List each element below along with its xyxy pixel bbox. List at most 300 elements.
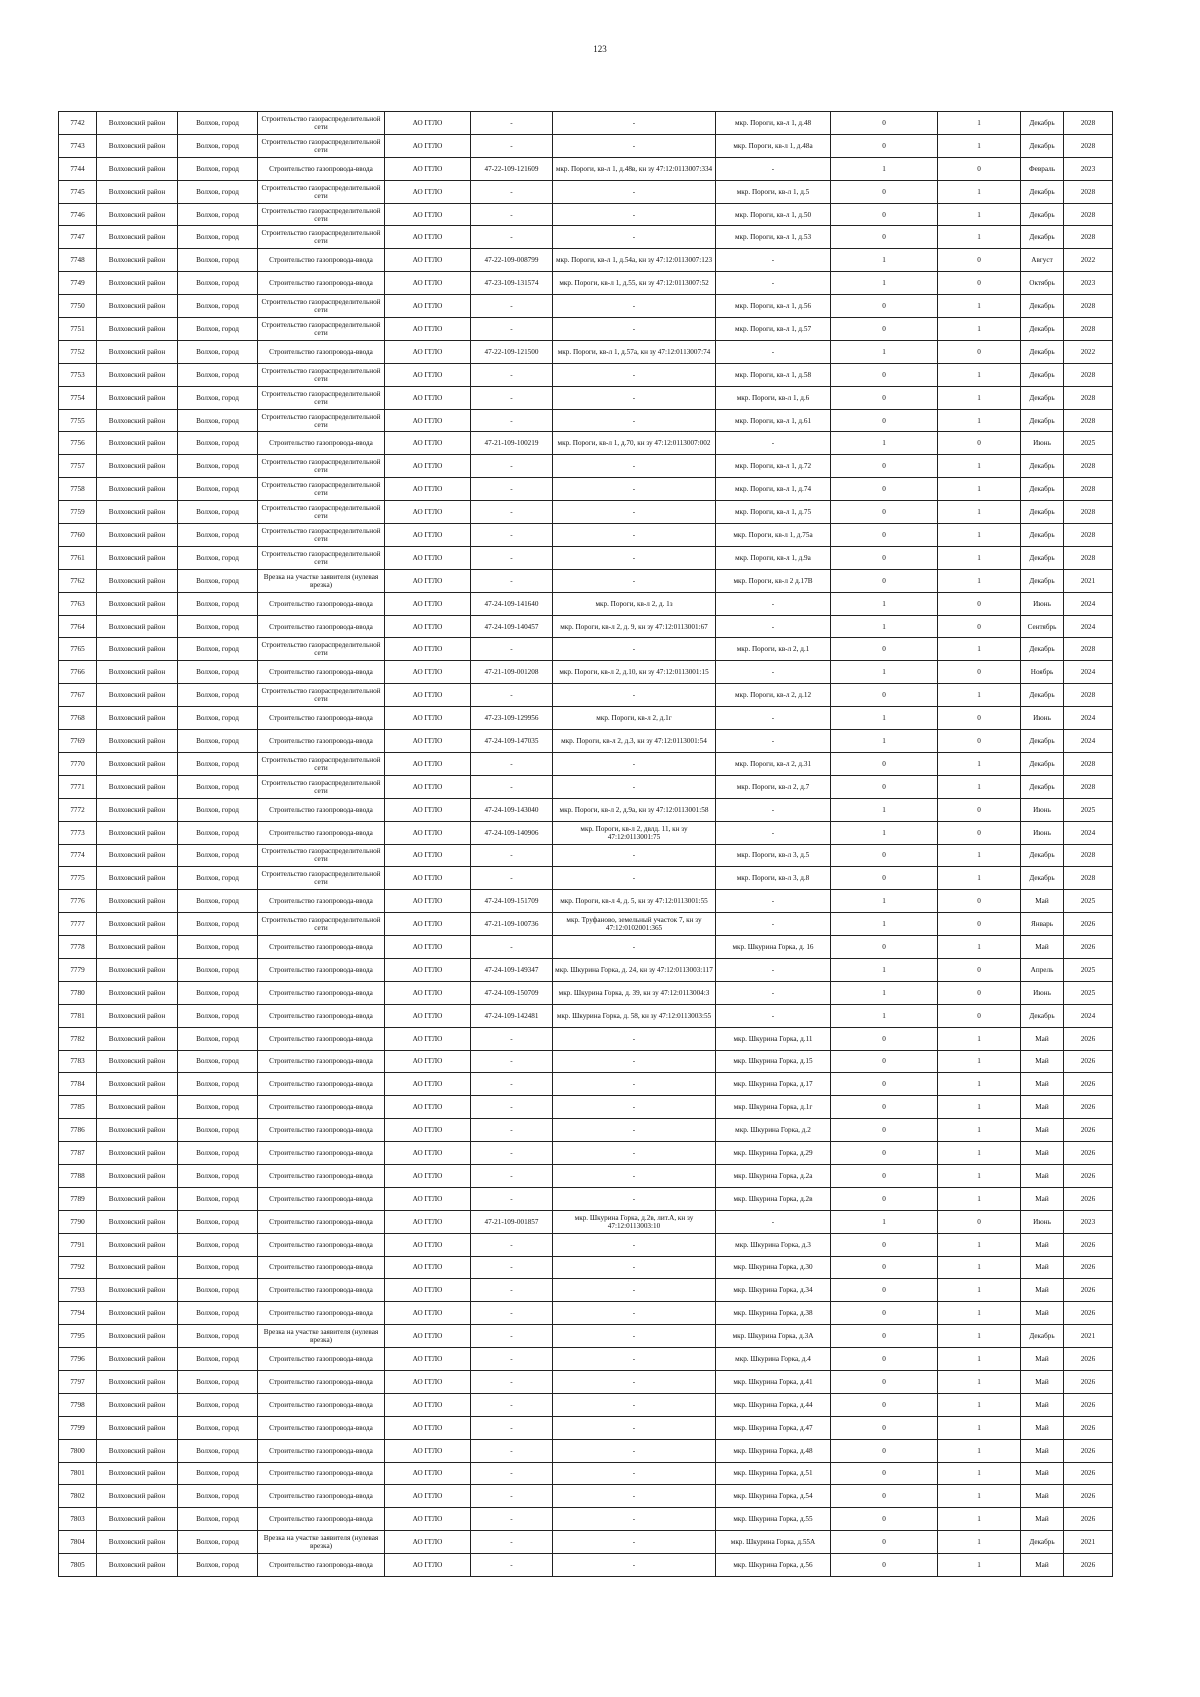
cell-address: мкр. Пороги, кв-л 1, д.50 [716,203,831,226]
cell-month: Май [1021,1027,1064,1050]
cell-year: 2026 [1064,1279,1113,1302]
cell-count-planned: 1 [938,318,1021,341]
cell-count-connected: 0 [831,1325,938,1348]
cell-work-type: Строительство газораспределительной сети [258,844,385,867]
cell-work-type: Строительство газопровода-ввода [258,1416,385,1439]
cell-address: мкр. Шкурина Горка, д.38 [716,1302,831,1325]
cell-application-number: 47-24-109-143040 [471,798,553,821]
table-row [59,524,1113,547]
cell-settlement: Волхов, город [178,272,258,295]
table-row [59,1531,1113,1554]
cell-year: 2028 [1064,112,1113,135]
cell-cadastral-address: - [553,1073,716,1096]
cell-settlement: Волхов, город [178,1531,258,1554]
cell-row-number: 7768 [59,707,97,730]
table-row [59,1004,1113,1027]
cell-month: Декабрь [1021,684,1064,707]
cell-address: мкр. Шкурина Горка, д.11 [716,1027,831,1050]
cell-count-connected: 0 [831,1027,938,1050]
cell-cadastral-address: - [553,1096,716,1119]
cell-address: мкр. Шкурина Горка, д.51 [716,1462,831,1485]
cell-organization: АО ГГЛО [385,1142,471,1165]
cell-district: Волховский район [97,318,178,341]
cell-count-planned: 1 [938,546,1021,569]
table-row [59,684,1113,707]
cell-month: Май [1021,1348,1064,1371]
cell-month: Май [1021,890,1064,913]
cell-organization: АО ГГЛО [385,363,471,386]
cell-cadastral-address: - [553,1233,716,1256]
table-row [59,730,1113,753]
cell-row-number: 7802 [59,1485,97,1508]
cell-year: 2021 [1064,569,1113,592]
cell-row-number: 7759 [59,501,97,524]
cell-row-number: 7793 [59,1279,97,1302]
cell-organization: АО ГГЛО [385,798,471,821]
cell-work-type: Строительство газораспределительной сети [258,638,385,661]
cell-cadastral-address: - [553,1554,716,1577]
cell-application-number: - [471,1325,553,1348]
table-row [59,478,1113,501]
cell-district: Волховский район [97,798,178,821]
cell-year: 2022 [1064,249,1113,272]
table-row [59,661,1113,684]
cell-organization: АО ГГЛО [385,844,471,867]
cell-application-number: - [471,1142,553,1165]
cell-cadastral-address: - [553,112,716,135]
cell-settlement: Волхов, город [178,569,258,592]
cell-month: Май [1021,1439,1064,1462]
cell-work-type: Строительство газораспределительной сети [258,501,385,524]
cell-row-number: 7742 [59,112,97,135]
cell-count-connected: 0 [831,1393,938,1416]
cell-application-number: 47-22-109-121609 [471,157,553,180]
cell-count-planned: 0 [938,913,1021,936]
cell-application-number: - [471,318,553,341]
cell-year: 2028 [1064,638,1113,661]
cell-work-type: Строительство газопровода-ввода [258,1462,385,1485]
cell-month: Май [1021,1462,1064,1485]
cell-count-planned: 1 [938,386,1021,409]
cell-address: - [716,821,831,844]
cell-organization: АО ГГЛО [385,226,471,249]
cell-work-type: Строительство газопровода-ввода [258,1027,385,1050]
cell-application-number: - [471,409,553,432]
cell-organization: АО ГГЛО [385,592,471,615]
cell-month: Декабрь [1021,1325,1064,1348]
cell-cadastral-address: - [553,478,716,501]
cell-settlement: Волхов, город [178,1096,258,1119]
cell-district: Волховский район [97,890,178,913]
cell-organization: АО ГГЛО [385,1187,471,1210]
cell-organization: АО ГГЛО [385,1279,471,1302]
cell-month: Май [1021,1485,1064,1508]
cell-settlement: Волхов, город [178,730,258,753]
cell-work-type: Строительство газораспределительной сети [258,867,385,890]
cell-count-connected: 0 [831,203,938,226]
cell-district: Волховский район [97,249,178,272]
cell-month: Декабрь [1021,180,1064,203]
cell-organization: АО ГГЛО [385,501,471,524]
cell-address: мкр. Пороги, кв-л 2, д.31 [716,752,831,775]
cell-month: Декабрь [1021,226,1064,249]
cell-district: Волховский район [97,1485,178,1508]
cell-count-connected: 1 [831,1004,938,1027]
cell-year: 2028 [1064,226,1113,249]
cell-settlement: Волхов, город [178,546,258,569]
cell-month: Декабрь [1021,844,1064,867]
cell-row-number: 7745 [59,180,97,203]
cell-row-number: 7760 [59,524,97,547]
cell-count-connected: 0 [831,569,938,592]
cell-organization: АО ГГЛО [385,1119,471,1142]
cell-organization: АО ГГЛО [385,112,471,135]
cell-district: Волховский район [97,936,178,959]
cell-address: мкр. Шкурина Горка, д.3А [716,1325,831,1348]
cell-year: 2028 [1064,134,1113,157]
cell-address: мкр. Пороги, кв-л 2, д.7 [716,775,831,798]
cell-cadastral-address: - [553,1279,716,1302]
cell-organization: АО ГГЛО [385,1096,471,1119]
cell-row-number: 7758 [59,478,97,501]
cell-work-type: Строительство газопровода-ввода [258,981,385,1004]
cell-work-type: Строительство газораспределительной сети [258,752,385,775]
cell-organization: АО ГГЛО [385,730,471,753]
cell-count-connected: 0 [831,1050,938,1073]
cell-count-planned: 1 [938,409,1021,432]
cell-organization: АО ГГЛО [385,524,471,547]
cell-address: мкр. Шкурина Горка, д.17 [716,1073,831,1096]
cell-application-number: 47-24-109-140906 [471,821,553,844]
cell-address: мкр. Пороги, кв-л 1, д.75а [716,524,831,547]
cell-cadastral-address: - [553,569,716,592]
cell-work-type: Строительство газопровода-ввода [258,1439,385,1462]
cell-work-type: Строительство газопровода-ввода [258,1279,385,1302]
cell-organization: АО ГГЛО [385,1073,471,1096]
cell-count-connected: 0 [831,1554,938,1577]
cell-count-planned: 1 [938,1256,1021,1279]
cell-address: - [716,592,831,615]
cell-work-type: Строительство газораспределительной сети [258,409,385,432]
cell-district: Волховский район [97,501,178,524]
cell-year: 2026 [1064,1439,1113,1462]
cell-count-planned: 0 [938,707,1021,730]
cell-work-type: Строительство газопровода-ввода [258,890,385,913]
table-row [59,1370,1113,1393]
cell-address: мкр. Шкурина Горка, д.2 [716,1119,831,1142]
cell-district: Волховский район [97,432,178,455]
cell-month: Ноябрь [1021,661,1064,684]
cell-address: - [716,707,831,730]
cell-month: Май [1021,1279,1064,1302]
cell-row-number: 7751 [59,318,97,341]
cell-year: 2028 [1064,180,1113,203]
cell-work-type: Строительство газопровода-ввода [258,1096,385,1119]
cell-district: Волховский район [97,1302,178,1325]
cell-district: Волховский район [97,1508,178,1531]
table-row [59,1256,1113,1279]
cell-count-planned: 0 [938,340,1021,363]
cell-district: Волховский район [97,1348,178,1371]
cell-row-number: 7771 [59,775,97,798]
cell-count-planned: 1 [938,524,1021,547]
cell-row-number: 7780 [59,981,97,1004]
cell-cadastral-address: - [553,1531,716,1554]
cell-work-type: Строительство газораспределительной сети [258,112,385,135]
cell-settlement: Волхов, город [178,524,258,547]
cell-row-number: 7781 [59,1004,97,1027]
cell-cadastral-address: - [553,1027,716,1050]
table-row [59,936,1113,959]
cell-cadastral-address: - [553,1187,716,1210]
cell-row-number: 7790 [59,1210,97,1233]
cell-address: мкр. Шкурина Горка, д.47 [716,1416,831,1439]
cell-count-connected: 0 [831,1462,938,1485]
cell-month: Июнь [1021,981,1064,1004]
cell-year: 2028 [1064,295,1113,318]
cell-count-planned: 1 [938,684,1021,707]
cell-work-type: Строительство газораспределительной сети [258,318,385,341]
cell-count-connected: 0 [831,1348,938,1371]
cell-application-number: 47-23-109-131574 [471,272,553,295]
cell-district: Волховский район [97,1233,178,1256]
cell-settlement: Волхов, город [178,1439,258,1462]
cell-district: Волховский район [97,684,178,707]
cell-row-number: 7772 [59,798,97,821]
cell-row-number: 7748 [59,249,97,272]
cell-settlement: Волхов, город [178,1508,258,1531]
cell-cadastral-address: - [553,318,716,341]
cell-count-planned: 0 [938,981,1021,1004]
cell-month: Май [1021,1256,1064,1279]
cell-month: Декабрь [1021,409,1064,432]
cell-cadastral-address: - [553,1302,716,1325]
table-row [59,203,1113,226]
cell-count-planned: 0 [938,661,1021,684]
cell-year: 2028 [1064,844,1113,867]
cell-count-connected: 0 [831,867,938,890]
cell-application-number: - [471,844,553,867]
cell-month: Декабрь [1021,386,1064,409]
cell-row-number: 7743 [59,134,97,157]
cell-district: Волховский район [97,226,178,249]
cell-application-number: - [471,1348,553,1371]
cell-year: 2025 [1064,432,1113,455]
cell-application-number: - [471,363,553,386]
cell-district: Волховский район [97,1554,178,1577]
cell-district: Волховский район [97,913,178,936]
cell-work-type: Строительство газопровода-ввода [258,821,385,844]
cell-application-number: 47-24-109-147035 [471,730,553,753]
table-row [59,1119,1113,1142]
cell-address: мкр. Пороги, кв-л 2 д.17В [716,569,831,592]
cell-cadastral-address: - [553,501,716,524]
cell-settlement: Волхов, город [178,913,258,936]
cell-count-connected: 1 [831,272,938,295]
cell-count-connected: 0 [831,1370,938,1393]
cell-district: Волховский район [97,1279,178,1302]
cell-address: мкр. Шкурина Горка, д.48 [716,1439,831,1462]
cell-work-type: Врезка на участке заявителя (нулевая врезка) [258,569,385,592]
cell-work-type: Строительство газопровода-ввода [258,936,385,959]
table-row [59,821,1113,844]
cell-work-type: Строительство газопровода-ввода [258,661,385,684]
cell-address: мкр. Пороги, кв-л 1, д.6 [716,386,831,409]
cell-year: 2028 [1064,478,1113,501]
cell-work-type: Строительство газораспределительной сети [258,295,385,318]
cell-year: 2028 [1064,455,1113,478]
cell-organization: АО ГГЛО [385,272,471,295]
cell-settlement: Волхов, город [178,134,258,157]
cell-work-type: Строительство газопровода-ввода [258,1554,385,1577]
cell-row-number: 7804 [59,1531,97,1554]
cell-year: 2028 [1064,684,1113,707]
cell-work-type: Строительство газопровода-ввода [258,592,385,615]
cell-row-number: 7755 [59,409,97,432]
cell-district: Волховский район [97,592,178,615]
cell-work-type: Строительство газораспределительной сети [258,684,385,707]
cell-count-connected: 1 [831,592,938,615]
cell-row-number: 7750 [59,295,97,318]
cell-count-planned: 1 [938,478,1021,501]
cell-organization: АО ГГЛО [385,478,471,501]
cell-work-type: Строительство газопровода-ввода [258,1004,385,1027]
cell-work-type: Строительство газопровода-ввода [258,798,385,821]
cell-settlement: Волхов, город [178,1348,258,1371]
cell-month: Июнь [1021,707,1064,730]
cell-organization: АО ГГЛО [385,318,471,341]
cell-district: Волховский район [97,1439,178,1462]
cell-district: Волховский район [97,1531,178,1554]
cell-settlement: Волхов, город [178,295,258,318]
cell-application-number: - [471,1416,553,1439]
cell-application-number: - [471,569,553,592]
cell-row-number: 7798 [59,1393,97,1416]
cell-settlement: Волхов, город [178,592,258,615]
cell-month: Май [1021,1096,1064,1119]
cell-application-number: 47-24-109-140457 [471,615,553,638]
cell-organization: АО ГГЛО [385,684,471,707]
cell-count-planned: 1 [938,226,1021,249]
cell-settlement: Волхов, город [178,1325,258,1348]
cell-application-number: - [471,752,553,775]
cell-count-planned: 0 [938,432,1021,455]
cell-district: Волховский район [97,157,178,180]
cell-month: Декабрь [1021,501,1064,524]
cell-settlement: Волхов, город [178,1210,258,1233]
cell-district: Волховский район [97,409,178,432]
cell-application-number: - [471,1187,553,1210]
cell-row-number: 7783 [59,1050,97,1073]
cell-settlement: Волхов, город [178,1004,258,1027]
table-row [59,638,1113,661]
cell-count-connected: 0 [831,1119,938,1142]
cell-settlement: Волхов, город [178,249,258,272]
table-row [59,249,1113,272]
cell-cadastral-address: - [553,455,716,478]
cell-count-planned: 1 [938,295,1021,318]
cell-count-planned: 1 [938,1302,1021,1325]
cell-work-type: Строительство газораспределительной сети [258,363,385,386]
cell-row-number: 7782 [59,1027,97,1050]
cell-application-number: - [471,1073,553,1096]
cell-year: 2024 [1064,821,1113,844]
cell-count-planned: 1 [938,1050,1021,1073]
table-row [59,958,1113,981]
cell-year: 2025 [1064,958,1113,981]
cell-year: 2028 [1064,501,1113,524]
cell-row-number: 7784 [59,1073,97,1096]
cell-address: - [716,340,831,363]
cell-settlement: Волхов, город [178,1119,258,1142]
cell-work-type: Строительство газопровода-ввода [258,1164,385,1187]
cell-organization: АО ГГЛО [385,1164,471,1187]
cell-count-planned: 1 [938,569,1021,592]
cell-year: 2026 [1064,1256,1113,1279]
cell-count-connected: 1 [831,1210,938,1233]
cell-count-planned: 0 [938,157,1021,180]
cell-work-type: Строительство газораспределительной сети [258,203,385,226]
table-row [59,592,1113,615]
cell-application-number: - [471,295,553,318]
cell-organization: АО ГГЛО [385,295,471,318]
table-row [59,180,1113,203]
table-row [59,501,1113,524]
cell-count-planned: 1 [938,1508,1021,1531]
cell-organization: АО ГГЛО [385,1370,471,1393]
cell-count-connected: 0 [831,1164,938,1187]
cell-row-number: 7762 [59,569,97,592]
cell-count-connected: 1 [831,249,938,272]
cell-month: Декабрь [1021,752,1064,775]
cell-organization: АО ГГЛО [385,1439,471,1462]
cell-year: 2026 [1064,1119,1113,1142]
cell-row-number: 7778 [59,936,97,959]
cell-count-connected: 0 [831,1485,938,1508]
cell-organization: АО ГГЛО [385,1027,471,1050]
cell-district: Волховский район [97,1073,178,1096]
cell-organization: АО ГГЛО [385,340,471,363]
cell-month: Июнь [1021,821,1064,844]
cell-settlement: Волхов, город [178,318,258,341]
cell-organization: АО ГГЛО [385,1531,471,1554]
cell-work-type: Строительство газораспределительной сети [258,180,385,203]
cell-row-number: 7744 [59,157,97,180]
cell-application-number: - [471,1027,553,1050]
cell-organization: АО ГГЛО [385,249,471,272]
cell-year: 2028 [1064,775,1113,798]
table-row [59,226,1113,249]
table-row [59,890,1113,913]
table-row [59,1279,1113,1302]
cell-address: мкр. Шкурина Горка, д.54 [716,1485,831,1508]
cell-count-connected: 0 [831,1531,938,1554]
table-row [59,432,1113,455]
cell-district: Волховский район [97,112,178,135]
cell-count-connected: 0 [831,363,938,386]
cell-count-connected: 1 [831,432,938,455]
cell-district: Волховский район [97,1004,178,1027]
cell-address: мкр. Шкурина Горка, д.15 [716,1050,831,1073]
page-number: 123 [593,44,607,54]
cell-year: 2026 [1064,936,1113,959]
cell-row-number: 7786 [59,1119,97,1142]
cell-work-type: Строительство газораспределительной сети [258,134,385,157]
cell-district: Волховский район [97,615,178,638]
cell-address: - [716,432,831,455]
cell-month: Декабрь [1021,295,1064,318]
cell-month: Февраль [1021,157,1064,180]
